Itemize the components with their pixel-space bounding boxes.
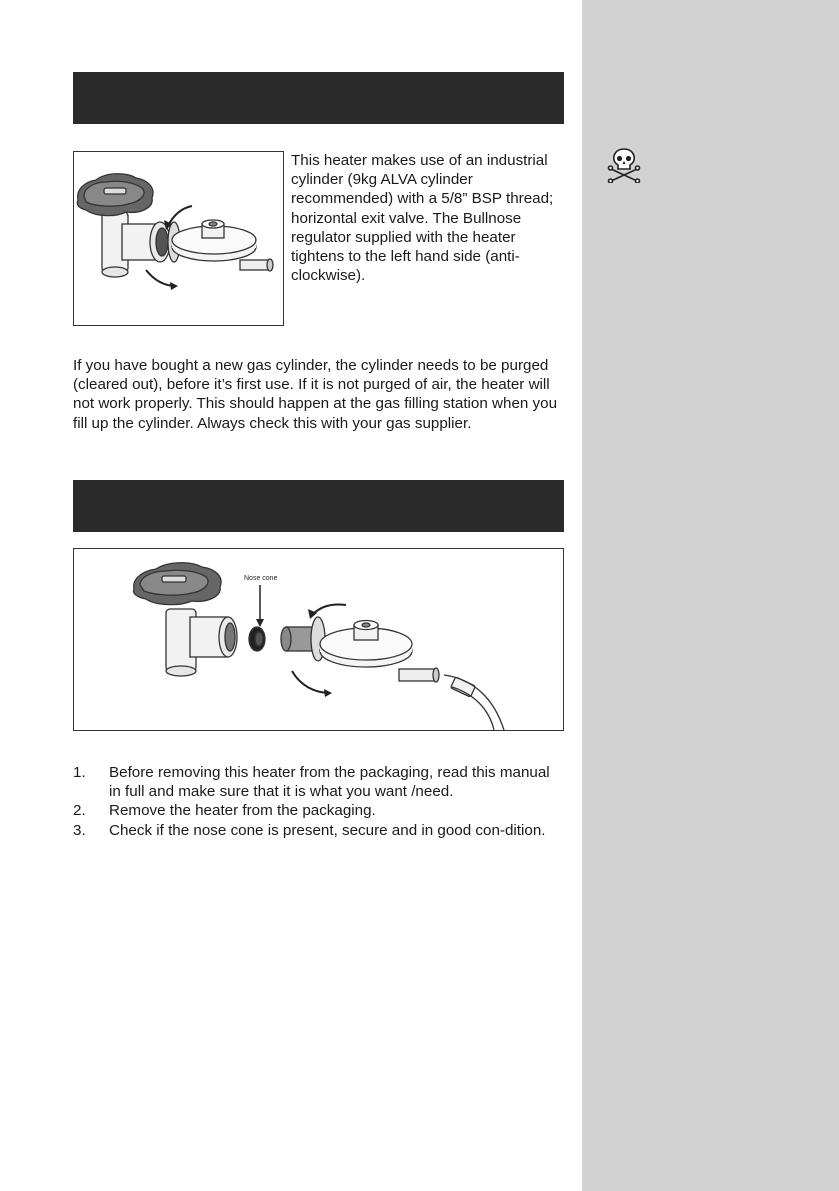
- intro-paragraph: This heater makes use of an industrial cylinder (9kg ALVA cylinder recommended) with a 5/8” BSP thread; horizontal exit valve. The Bullnose regulator supplied with the heater tightens to the left hand side (anti-clockwise).: [291, 152, 554, 285]
- nose-cone-figure: [73, 548, 564, 731]
- regulator-figure: [73, 151, 284, 326]
- list-item: [73, 763, 563, 801]
- step-number: 1.: [73, 764, 86, 781]
- skull-crossbones-icon: [607, 147, 641, 183]
- nose-cone-label: Nose cone: [244, 575, 278, 582]
- regulator-illustration: [74, 152, 283, 325]
- step-number: 3.: [73, 821, 86, 839]
- purge-paragraph: If you have bought a new gas cylinder, the cylinder needs to be purged (cleared out), before it’s first use. If it is not purged of air, the heater will not work properly. This should happen at the gas filling station when you fill up the cylinder. Always check this with your gas supplier.: [73, 357, 558, 432]
- step-number: 2.: [73, 802, 86, 820]
- list-item: [73, 801, 563, 820]
- step-text: Remove the heater from the packaging.: [109, 802, 376, 820]
- step-text: Before removing this heater from the packaging, read this manual in full and make sure that it is what you want /need.: [109, 764, 550, 801]
- step-text: Check if the nose cone is present, secure and in good con-dition.: [109, 821, 546, 839]
- steps-list: [73, 763, 563, 840]
- list-item: [73, 821, 563, 840]
- section-header-bar: [73, 480, 564, 532]
- nose-cone-illustration: [74, 549, 563, 730]
- section-header-bar: [73, 72, 564, 124]
